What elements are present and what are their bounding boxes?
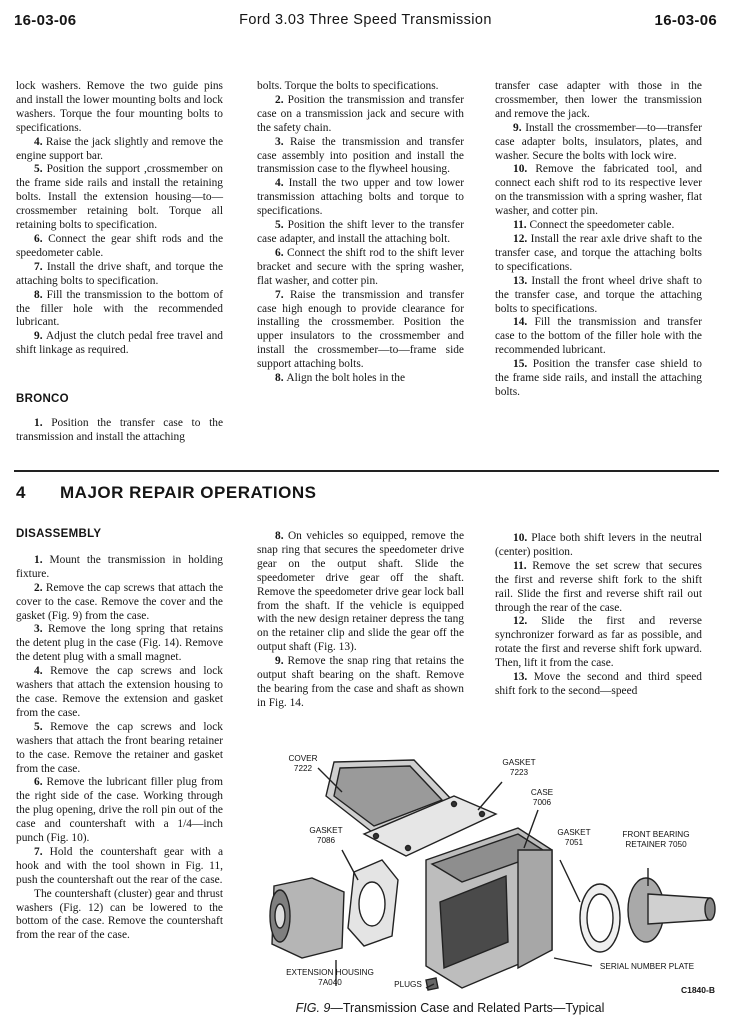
step-number: 7.	[34, 845, 50, 858]
step-number: 5.	[275, 219, 288, 232]
step-text: Adjust the clutch pedal free travel and shift linkage as required.	[16, 330, 224, 357]
page-header	[14, 12, 717, 36]
install-paragraph	[16, 289, 223, 331]
step-text: Connect the shift rod to the shift lever bracket and secure with the spring washer, flat washer, and cotter pin.	[257, 246, 464, 287]
install-paragraph	[495, 316, 702, 358]
install-paragraph	[257, 80, 464, 94]
label-case: CASE 7006	[530, 788, 554, 807]
step-text: Hold the countershaft gear with a hook and with the tool shown in Fig. 11, push the countershaft out the rear of the case.	[16, 845, 224, 886]
step-text: Mount the transmission in holding fixture.	[16, 553, 223, 580]
disassembly-paragraph	[495, 532, 702, 560]
install-paragraph	[16, 330, 223, 358]
step-text: Remove the lubricant filler plug from the right side of the case. Working through the plug opening, drive the roll pin out of the case and countershaft with a 1/4—inch punch (Fig. 10).	[16, 776, 223, 845]
install-paragraph	[257, 289, 464, 372]
install-paragraph	[495, 163, 702, 219]
step-text: Remove the cap screws and lock washers that attach the front bearing retainer to the case. Remove the retainer and gasket from the case.	[16, 720, 223, 775]
step-number: 8.	[275, 372, 287, 385]
step-number: 10.	[513, 163, 536, 176]
install-paragraph	[16, 136, 223, 164]
step-number: 13.	[513, 274, 532, 287]
step-text: Place both shift levers in the neutral (center) position.	[495, 532, 702, 558]
step-text: Position the transfer case to the transmission and install the attaching	[16, 416, 223, 443]
disassembly-paragraph	[16, 665, 223, 721]
disassembly-paragraph	[16, 888, 223, 944]
step-text: bolts. Torque the bolts to specifications.	[257, 80, 439, 92]
label-plugs: PLUGS	[394, 980, 422, 989]
step-number: 7.	[34, 260, 47, 273]
section-heading	[16, 483, 316, 503]
step-number: 6.	[34, 776, 47, 789]
step-text: transfer case adapter with those in the crossmember, then lower the transmission and remove the jack.	[495, 80, 702, 120]
step-number: 13.	[513, 671, 534, 684]
step-number: 11.	[513, 559, 533, 572]
bronco-paragraph	[16, 417, 223, 445]
step-number: 11.	[513, 219, 530, 232]
install-paragraph	[495, 122, 702, 164]
step-number: 9.	[34, 330, 46, 343]
disassembly-paragraph	[257, 655, 464, 711]
disassembly-column-3	[495, 532, 702, 699]
step-number: 1.	[34, 416, 52, 429]
label-gasket-left: GASKET 7086	[309, 826, 343, 845]
step-number: 4.	[275, 177, 289, 190]
figure-number: FIG. 9	[295, 1001, 331, 1015]
install-paragraph	[495, 80, 702, 122]
step-text: Install the two upper and tow lower transmission attaching bolts and torque to specifications.	[257, 177, 464, 218]
disassembly-column-2	[257, 530, 464, 711]
step-number: 3.	[34, 623, 48, 636]
page-title: Ford 3.03 Three Speed Transmission	[239, 12, 492, 28]
step-number: 15.	[513, 358, 533, 371]
step-text: Fill the transmission to the bottom of the filler hole with the recommended lubricant.	[16, 288, 223, 329]
step-text: Raise the transmission and transfer case assembly into position and install the transmission case to the flywheel housing.	[257, 135, 464, 176]
section-number: 4	[16, 483, 26, 502]
step-text: Connect the gear shift rods and the speedometer cable.	[16, 232, 223, 259]
figure-9	[256, 752, 722, 1002]
step-number: 4.	[34, 665, 51, 678]
figure-caption-text: —Transmission Case and Related Parts—Typical	[330, 1001, 605, 1015]
install-paragraph	[257, 219, 464, 247]
step-text: Raise the transmission and transfer case high enough to provide clearance for installing the crossmember. Position the upper insulators to the crossmember and install the crossmember—to—frame side support attaching bolts.	[257, 288, 464, 371]
step-number: 7.	[275, 288, 291, 301]
step-text: Install the drive shaft, and torque the attaching bolts to specification.	[16, 260, 223, 287]
install-paragraph	[257, 247, 464, 289]
bronco-block	[16, 393, 223, 445]
step-text: On vehicles so equipped, remove the snap ring that secures the speedometer drive gear on the output shaft. Slide the speedometer drive gear off the shaft. Remove the speedometer drive gear lock ball from the shaft. If the vehicle is equipped with the new design retainer depress the tang on the retainer clip and slide the gear off the output shaft (Fig. 13).	[257, 530, 465, 654]
step-text: The countershaft (cluster) gear and thrust washers (Fig. 12) can be lowered to the bottom of the case. Remove the countershaft from the rear of the case.	[16, 887, 223, 942]
install-paragraph	[495, 233, 702, 275]
step-number: 3.	[275, 135, 291, 148]
step-text: Install the front wheel drive shaft to the transfer case, and torque the attaching bolts to specifications.	[495, 274, 702, 315]
step-number: 4.	[34, 135, 46, 148]
step-text: Position the transfer case shield to the frame side rails, and install the attaching bolts.	[495, 358, 702, 398]
step-number: 10.	[513, 532, 532, 544]
step-number: 5.	[34, 720, 51, 733]
install-paragraph	[495, 275, 702, 317]
step-number: 6.	[275, 246, 287, 259]
step-text: Remove the fabricated tool, and connect each shift rod to its respective lever on the transmission with a spring washer, flat washer, and cotter pin.	[495, 163, 702, 218]
page-number-right: 16-03-06	[654, 12, 717, 29]
disassembly-column-1	[16, 528, 223, 943]
step-text: Position the shift lever to the transfer case adapter, and install the attaching bolt.	[257, 219, 464, 245]
step-number: 5.	[34, 163, 47, 176]
step-text: Fill the transmission and transfer case to the bottom of the filler hole with the recommended lubricant.	[495, 316, 702, 357]
step-text: lock washers. Remove the two guide pins and install the lower mounting bolts and lock washers. Torque the four mounting bolts to specifications.	[16, 80, 223, 134]
disassembly-paragraph	[16, 776, 223, 846]
step-number: 1.	[34, 553, 50, 566]
step-number: 2.	[34, 581, 46, 594]
step-text: Position the support ,crossmember on the frame side rails and install the retaining bolts. Install the extension housing—to—crossmember retaining bolt. Torque all retaining bolts to specification.	[16, 163, 224, 232]
figure-code: C1840-B	[680, 985, 715, 995]
step-text: Install the rear axle drive shaft to the transfer case, and torque the attaching bolts to specifications.	[495, 232, 703, 273]
label-gasket-top: GASKET 7223	[502, 758, 536, 777]
disassembly-paragraph	[495, 615, 702, 671]
step-text: Slide the first and reverse synchronizer forward as far as possible, and rotate the first and reverse shift fork upward. Then, lift it from the case.	[495, 615, 702, 670]
step-number: 12.	[513, 232, 531, 245]
install-column-1	[16, 80, 223, 358]
disassembly-paragraph	[16, 554, 223, 582]
step-number: 8.	[275, 530, 288, 542]
step-text: Position the transmission and transfer case on a transmission jack and secure with the safety chain.	[257, 93, 464, 134]
install-paragraph	[16, 261, 223, 289]
section-title: MAJOR REPAIR OPERATIONS	[60, 483, 317, 502]
disassembly-paragraph	[16, 846, 223, 888]
disassembly-paragraph	[16, 582, 223, 624]
section-divider	[14, 470, 719, 472]
disassembly-heading: DISASSEMBLY	[16, 528, 102, 540]
install-paragraph	[495, 219, 702, 233]
label-front-bearing-retainer: FRONT BEARING RETAINER 7050	[622, 830, 690, 849]
step-text: Raise the jack slightly and remove the engine support bar.	[16, 135, 224, 162]
step-text: Remove the snap ring that retains the output shaft bearing on the shaft. Remove the bearing from the case and shaft as shown in Fig. 14.	[257, 655, 464, 709]
step-number: 2.	[275, 93, 288, 106]
step-text: Remove the set screw that secures the first and reverse shift fork to the shift rail. Slide the first and reverse shift rail out through the rear of the case.	[495, 559, 702, 614]
install-paragraph	[16, 80, 223, 136]
step-text: Remove the long spring that retains the detent plug in the case (Fig. 14). Remove the detent plug with a small magnet.	[16, 623, 223, 664]
step-text: Move the second and third speed shift fork to the second—speed	[495, 671, 702, 697]
step-text: Connect the speedometer cable.	[529, 219, 675, 232]
bronco-steps	[16, 417, 223, 445]
label-extension-housing: EXTENSION HOUSING 7A040	[286, 968, 374, 987]
disassembly-paragraph	[16, 623, 223, 665]
install-paragraph	[257, 372, 464, 386]
step-number: 14.	[513, 316, 535, 329]
install-column-2	[257, 80, 464, 386]
install-paragraph	[257, 177, 464, 219]
disassembly-steps-1	[16, 554, 223, 943]
disassembly-paragraph	[495, 560, 702, 616]
step-text: Align the bolt holes in the	[286, 372, 406, 385]
step-text: Remove the cap screws and lock washers that attach the extension housing to the case. Remove the extension and gasket from the case.	[16, 665, 223, 719]
disassembly-paragraph	[257, 530, 464, 655]
step-text: Install the crossmember—to—transfer case adapter bolts, insulators, plates, and washer. Secure the bolts with lock wire.	[495, 121, 702, 162]
install-column-3	[495, 80, 702, 400]
label-cover: COVER 7222	[288, 754, 318, 773]
disassembly-paragraph	[16, 721, 223, 777]
step-number: 8.	[34, 288, 47, 301]
step-number: 9.	[275, 655, 288, 668]
step-number: 9.	[513, 121, 526, 134]
label-gasket-right: GASKET 7051	[557, 828, 591, 847]
step-text: Remove the cap screws that attach the cover to the case. Remove the cover and the gasket (Fig. 9) from the case.	[16, 581, 224, 622]
page-number-left: 16-03-06	[14, 12, 77, 29]
step-number: 12.	[513, 615, 542, 628]
install-paragraph	[16, 233, 223, 261]
install-paragraph	[495, 358, 702, 400]
bronco-heading: BRONCO	[16, 393, 69, 405]
label-serial-number-plate: SERIAL NUMBER PLATE	[599, 962, 695, 971]
step-number: 6.	[34, 232, 49, 245]
install-paragraph	[257, 136, 464, 178]
figure-caption	[240, 1001, 660, 1015]
install-paragraph	[16, 163, 223, 233]
disassembly-paragraph	[495, 671, 702, 699]
install-paragraph	[257, 94, 464, 136]
